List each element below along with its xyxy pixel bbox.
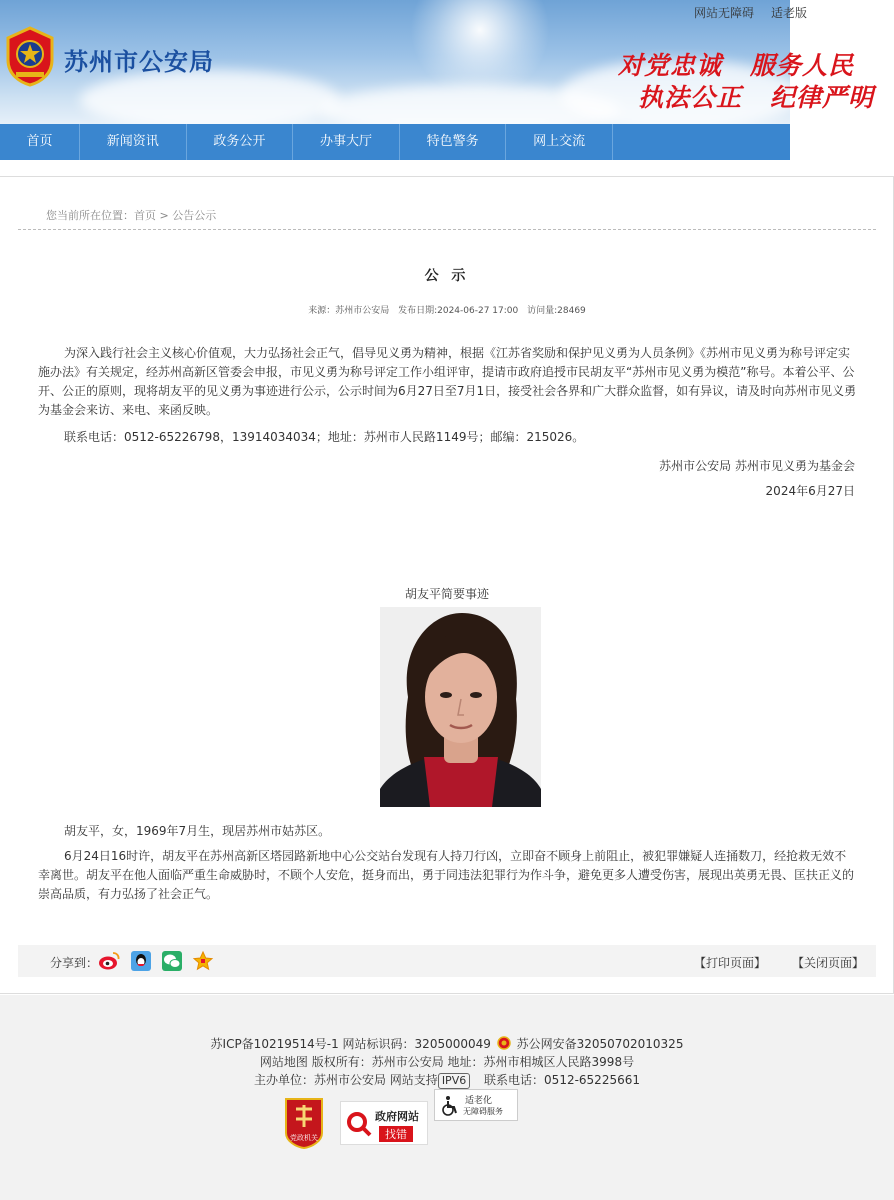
close-page-button[interactable]: 【关闭页面】 <box>792 956 865 970</box>
share-bar <box>18 945 876 977</box>
slogan-text: 服务人民 <box>750 51 855 80</box>
gov-site-label: 政府网站 <box>375 1110 419 1123</box>
article-paragraph: 胡友平，女，1969年7月生，现居苏州市姑苏区。 <box>64 824 331 838</box>
slogan-text: 纪律严明 <box>770 83 875 112</box>
party-government-logo[interactable] <box>282 1097 326 1149</box>
footer-icp-line <box>0 1035 894 1052</box>
police-emblem-icon <box>4 26 56 86</box>
article-views: 访问量:28469 <box>527 306 586 316</box>
ipv6-badge: IPV6 <box>438 1073 470 1089</box>
qq-icon[interactable] <box>130 950 152 972</box>
article-subtitle: 胡友平简要事迹 <box>404 587 489 601</box>
slogan-text: 执法公正 <box>638 83 743 112</box>
divider <box>18 229 876 230</box>
host-unit: 主办单位：苏州市公安局 网站支持 <box>253 1073 438 1087</box>
footer-copyright-line: 网站地图 版权所有：苏州市公安局 地址：苏州市相城区人民路3998号 <box>259 1055 635 1069</box>
cloud-decoration <box>80 70 340 130</box>
elderly-label: 适老化 <box>465 1096 493 1106</box>
elderly-mode-link[interactable]: 适老版 <box>771 6 808 20</box>
nav-online-communication[interactable]: 网上交流 <box>506 124 613 160</box>
nav-special-police[interactable]: 特色警务 <box>400 124 507 160</box>
print-page-button[interactable]: 【打印页面】 <box>694 956 767 970</box>
magnifier-icon <box>345 1110 373 1138</box>
top-links <box>694 4 894 22</box>
accessibility-link[interactable]: 网站无障碍 <box>694 6 755 20</box>
header-banner <box>0 0 875 124</box>
article-signature: 苏州市公安局 苏州市见义勇为基金会 <box>659 459 855 473</box>
slogan-line-1 <box>618 46 854 82</box>
nav-government-affairs[interactable]: 政务公开 <box>187 124 294 160</box>
public-security-record[interactable]: 苏公网安备32050702010325 <box>516 1037 684 1051</box>
portrait-photo <box>380 607 541 807</box>
breadcrumb[interactable]: 您当前所在位置：首页 > 公告公示 <box>46 209 217 222</box>
nav-home[interactable]: 首页 <box>0 124 80 160</box>
article-sign-date: 2024年6月27日 <box>765 484 855 498</box>
article-title: 公 示 <box>424 268 470 284</box>
article-paragraph: 6月24日16时许，胡友平在苏州高新区塔园路新地中心公交站台发现有人持刀行凶，立即奋不顾身上前阻止，被犯罪嫌疑人连捅数刀，经抢救无效不幸离世。胡友平在他人面临严重生命威胁时，不顾个人安危，挺身而出，勇于同违法犯罪行为作斗争，避免更多人遭受伤害，展现出英勇无畏、匡扶正义的崇高品质，有力弘扬了社会正气。 <box>38 849 855 901</box>
footer-host-line <box>0 1071 894 1089</box>
nav-service-hall[interactable]: 办事大厅 <box>293 124 400 160</box>
footer <box>0 995 894 1200</box>
gov-site-error-report-logo[interactable] <box>340 1101 428 1145</box>
article-meta <box>0 303 894 316</box>
public-security-record-icon <box>497 1036 511 1050</box>
find-error-label: 找错 <box>379 1126 413 1142</box>
party-government-label: 党政机关 <box>290 1134 318 1142</box>
icp-record[interactable]: 苏ICP备10219514号-1 网站标识码：3205000049 <box>210 1037 491 1051</box>
nav-news[interactable]: 新闻资讯 <box>80 124 187 160</box>
accessible-service-label: 无障碍服务 <box>463 1107 503 1116</box>
slogan-line-2 <box>638 78 874 114</box>
article-container <box>0 176 894 994</box>
article-paragraph: 联系电话：0512-65226798，13914034034；地址：苏州市人民路1149号；邮编：215026。 <box>64 430 585 444</box>
footer-phone: 联系电话：0512-65225661 <box>484 1073 640 1087</box>
slogan-text: 对党忠诚 <box>618 51 723 80</box>
article-date: 发布日期:2024-06-27 17:00 <box>398 306 519 316</box>
favorite-icon[interactable] <box>192 950 214 972</box>
elderly-accessible-service-logo[interactable] <box>434 1089 518 1121</box>
portrait-image <box>380 607 541 807</box>
article-paragraph: 为深入践行社会主义核心价值观，大力弘扬社会正气，倡导见义勇为精神，根据《江苏省奖励和保护见义勇为人员条例》《苏州市见义勇为称号评定实施办法》有关规定，经苏州高新区管委会申报，市见义勇为称号评定工作小组评审，提请市政府追授市民胡友平“苏州市见义勇为模范”称号。本着公平、公开、公正的原则，现将胡友平的见义勇为事迹进行公示，公示时间为6月27日至7月1日，接受社会各界和广大群众监督，如有异议，请及时向苏州市见义勇为基金会来访、来电、来函反映。 <box>38 346 857 417</box>
weibo-icon[interactable] <box>98 950 120 972</box>
site-title[interactable]: 苏州市公安局 <box>64 48 214 76</box>
share-label: 分享到： <box>50 956 99 970</box>
wheelchair-icon <box>439 1095 461 1117</box>
article-source: 来源：苏州市公安局 <box>308 306 390 316</box>
main-nav <box>0 124 790 160</box>
wechat-icon[interactable] <box>161 950 183 972</box>
